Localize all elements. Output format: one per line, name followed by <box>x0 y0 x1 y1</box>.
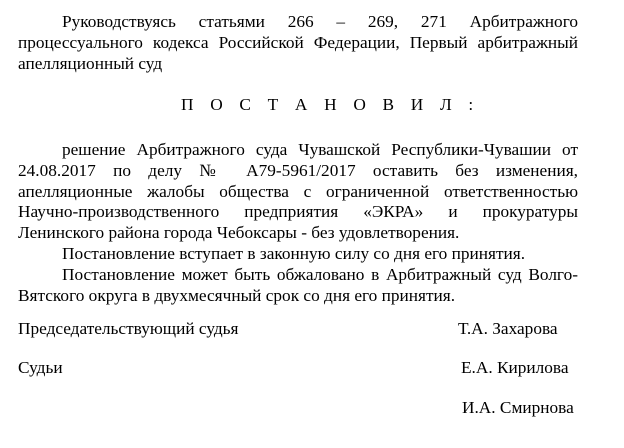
document-page <box>18 12 578 74</box>
judge-name-1: Е.А. Кирилова <box>461 358 569 377</box>
judges-label: Судьи <box>18 358 63 377</box>
presiding-judge-label: Председательствующий судья <box>18 319 239 338</box>
effect-paragraph: Постановление вступает в законную силу со дня его принятия. <box>62 243 526 263</box>
decision-paragraph: решение Арбитражного суда Чувашской Республики-Чувашии от 24.08.2017 по делу № А79-5961/2017 оставить без изменения, апелляционные жалобы общества с ограниченной ответственностью Научно-производственного предприятия «ЭКРА» и прокуратуры Ленинского района города Чебоксары - без удовлетворения. <box>18 140 578 243</box>
presiding-judge-name: Т.А. Захарова <box>458 319 558 338</box>
decision-block <box>18 140 578 306</box>
intro-paragraph: Руководствуясь статьями 266 – 269, 271 Арбитражного процессуального кодекса Российской Федерации, Первый арбитражный апелляционный суд <box>18 12 578 73</box>
appeal-paragraph: Постановление может быть обжаловано в Арбитражный суд Волго-Вятского округа в двухмесячный срок со дня его принятия. <box>18 264 578 305</box>
judge-name-2: И.А. Смирнова <box>462 398 574 417</box>
resolution-heading: П О С Т А Н О В И Л : <box>181 95 480 114</box>
